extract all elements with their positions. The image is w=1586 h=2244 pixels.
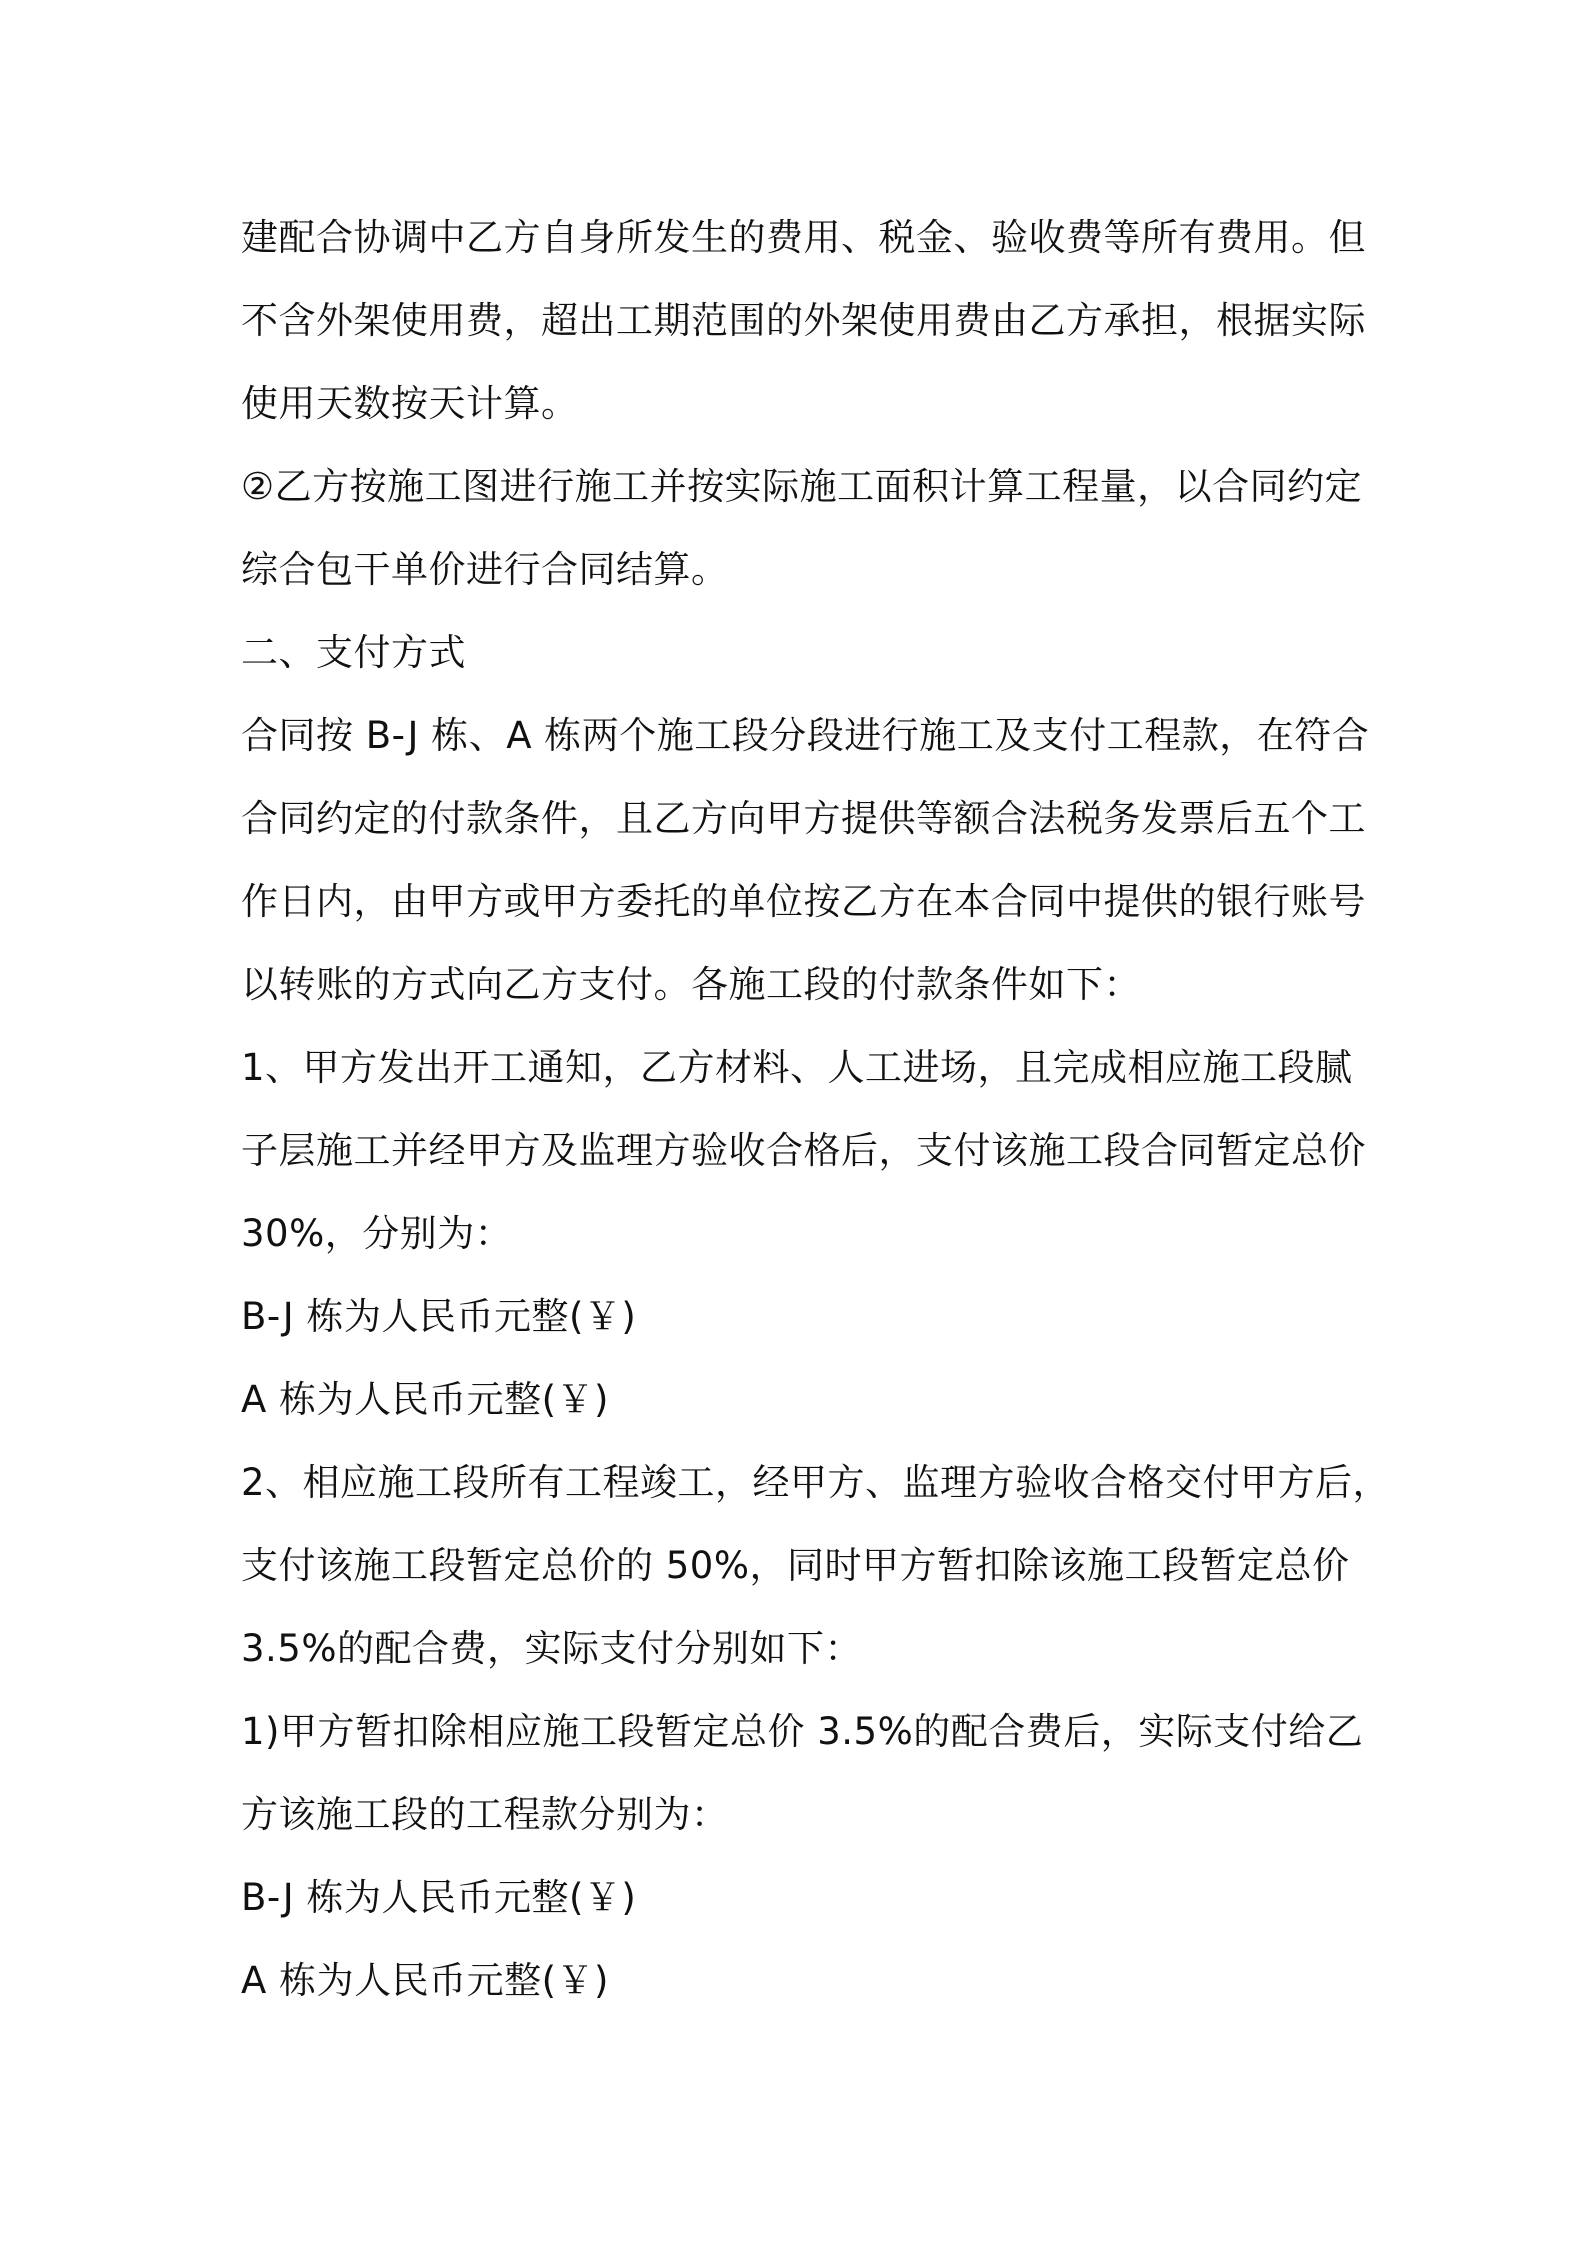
text-line: 1)甲方暂扣除相应施工段暂定总价 3.5%的配合费后，实际支付给乙 [241,1710,1364,1753]
text-line: 综合包干单价进行合同结算。 [241,548,729,591]
text-line: 使用天数按天计算。 [241,382,579,425]
text-line: ②乙方按施工图进行施工并按实际施工面积计算工程量，以合同约定 [241,465,1363,508]
text-line: A 栋为人民币元整(￥) [241,1378,609,1421]
text-line: 支付该施工段暂定总价的 50%，同时甲方暂扣除该施工段暂定总价 [241,1544,1350,1587]
text-line: 合同按 B-J 栋、A 栋两个施工段分段进行施工及支付工程款，在符合 [241,714,1370,757]
text-line: B-J 栋为人民币元整(￥) [241,1876,637,1919]
text-line: B-J 栋为人民币元整(￥) [241,1295,637,1338]
document-body [241,196,1391,2022]
section-heading: 二、支付方式 [241,631,466,674]
text-line: 以转账的方式向乙方支付。各施工段的付款条件如下： [241,963,1141,1006]
text-line: 2、相应施工段所有工程竣工，经甲方、监理方验收合格交付甲方后， [241,1461,1391,1504]
text-line: 子层施工并经甲方及监理方验收合格后，支付该施工段合同暂定总价 [241,1129,1366,1172]
text-line: 方该施工段的工程款分别为： [241,1793,729,1836]
text-line: 建配合协调中乙方自身所发生的费用、税金、验收费等所有费用。但 [241,216,1366,259]
text-line: 3.5%的配合费，实际支付分别如下： [241,1627,862,1670]
text-line: A 栋为人民币元整(￥) [241,1959,609,2002]
text-line: 合同约定的付款条件，且乙方向甲方提供等额合法税务发票后五个工 [241,797,1366,840]
text-line: 作日内，由甲方或甲方委托的单位按乙方在本合同中提供的银行账号 [241,880,1366,923]
text-line: 不含外架使用费，超出工期范围的外架使用费由乙方承担，根据实际 [241,299,1366,342]
text-line: 1、甲方发出开工通知，乙方材料、人工进场，且完成相应施工段腻 [241,1046,1353,1089]
text-line: 30%，分别为： [241,1212,513,1255]
